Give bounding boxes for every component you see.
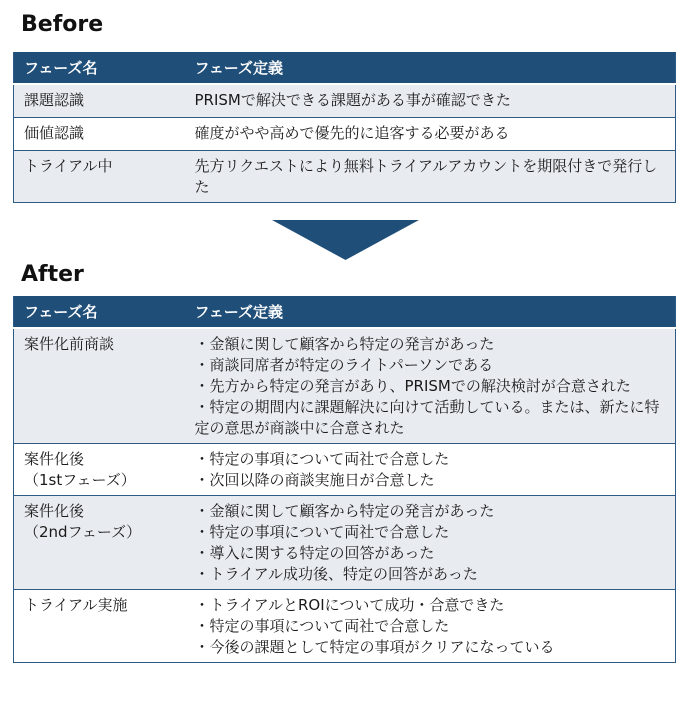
after-phase-name [14, 496, 185, 590]
before-table [13, 52, 676, 203]
before-header-phase-name: フェーズ名 [14, 52, 185, 84]
before-phase-name: トライアル中 [14, 151, 185, 203]
definition-line: ・今後の課題として特定の事項がクリアになっている [194, 638, 555, 656]
definition-line: ・特定の事項について両社で合意した [194, 523, 450, 541]
after-header-phase-name: フェーズ名 [14, 296, 185, 328]
before-phase-name: 課題認識 [14, 84, 185, 118]
after-row [14, 496, 676, 590]
after-table [13, 296, 676, 663]
definition-line: ・商談同席者が特定のライトパーソンである [194, 356, 494, 374]
definition-line: ・トライアルとROIについて成功・合意できた [194, 596, 505, 614]
before-phase-definition: PRISMで解決できる課題がある事が確認できた [185, 84, 676, 118]
before-phase-definition: 確度がやや高めで優先的に追客する必要がある [185, 118, 676, 151]
after-header-row [14, 296, 676, 328]
phase-name-line: （2ndフェーズ） [24, 523, 142, 541]
phase-name-line: 案件化後 [24, 502, 85, 520]
down-arrow-icon [272, 220, 419, 260]
definition-line: ・特定の事項について両社で合意した [194, 617, 450, 635]
after-title: After [21, 262, 84, 287]
after-phase-name [14, 444, 185, 496]
before-phase-name: 価値認識 [14, 118, 185, 151]
definition-line: ・トライアル成功後、特定の回答があった [194, 565, 478, 583]
definition-line: ・金額に関して顧客から特定の発言があった [194, 335, 495, 353]
phase-name-line: 案件化後 [24, 450, 85, 468]
definition-line: ・次回以降の商談実施日が合意した [194, 471, 435, 489]
before-header-phase-definition: フェーズ定義 [185, 52, 676, 84]
after-phase-name [14, 328, 185, 444]
after-phase-name [14, 590, 185, 663]
definition-line: ・金額に関して顧客から特定の発言があった [194, 502, 495, 520]
after-row [14, 444, 676, 496]
after-row [14, 328, 676, 444]
after-phase-definition [185, 496, 676, 590]
definition-line: ・特定の事項について両社で合意した [194, 450, 450, 468]
before-title: Before [21, 12, 104, 37]
before-phase-definition: 先方リクエストにより無料トライアルアカウントを期限付きで発行した [185, 151, 676, 203]
after-row [14, 590, 676, 663]
phase-name-line: （1stフェーズ） [24, 471, 136, 489]
phase-name-line: 案件化前商談 [24, 335, 115, 353]
before-row [14, 84, 676, 118]
after-phase-definition [185, 328, 676, 444]
phase-name-line: トライアル実施 [24, 596, 128, 614]
definition-line: ・先方から特定の発言があり、PRISMでの解決検討が合意された [194, 377, 631, 395]
definition-line: ・特定の期間内に課題解決に向けて活動している。または、新たに特定の意思が商談中に合意された [194, 398, 660, 437]
after-header-phase-definition: フェーズ定義 [185, 296, 676, 328]
after-phase-definition [185, 444, 676, 496]
before-header-row [14, 52, 676, 84]
after-phase-definition [185, 590, 676, 663]
before-row [14, 151, 676, 203]
before-row [14, 118, 676, 151]
definition-line: ・導入に関する特定の回答があった [194, 544, 435, 562]
